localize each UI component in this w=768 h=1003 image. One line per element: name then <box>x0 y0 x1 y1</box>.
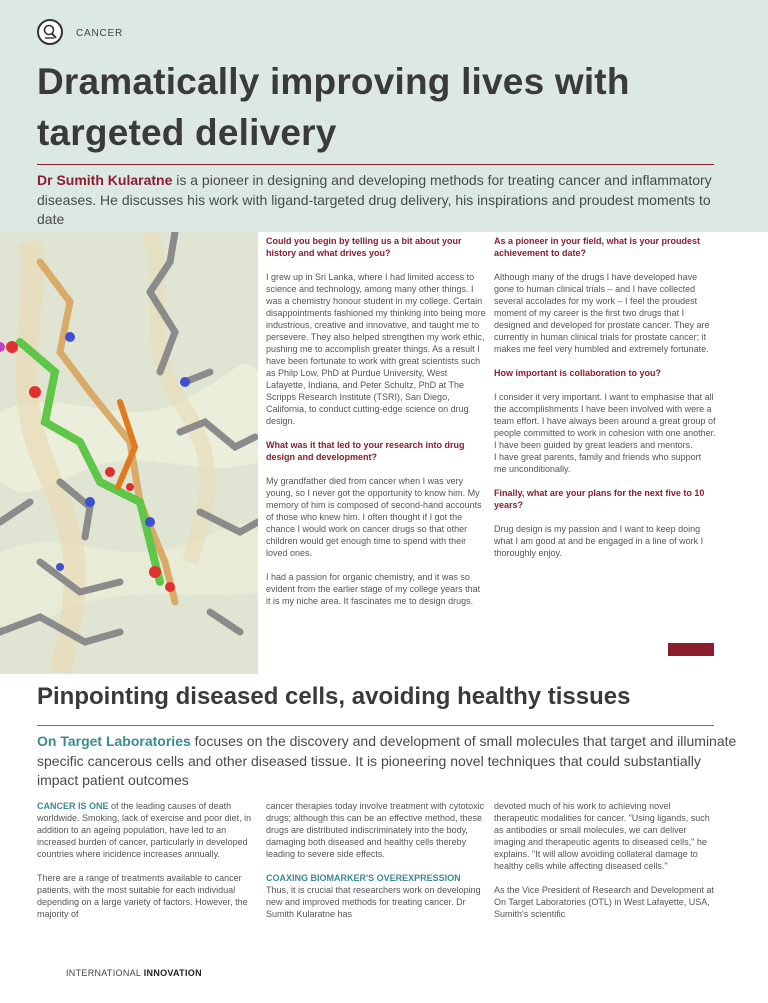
paragraph: Thus, it is crucial that researchers work on developing new and improved methods for treating cancer. Dr Sumith Kularatne has <box>266 885 481 919</box>
body-column-2 <box>266 800 486 920</box>
interview-column-1 <box>266 235 486 607</box>
paragraph: cancer therapies today involve treatment with cytotoxic drugs; although this can be an effective method, these drugs are distributed indiscriminately into the body, damaging both diseased and healthy cells thereby leading to severe side effects. <box>266 801 485 859</box>
feature-standfirst-text: focuses on the discovery and development of small molecules that target and illuminate specific cancerous cells and other diseased tissue. It is pioneering novel techniques that could substantially impact patient outcomes <box>37 733 737 788</box>
answer: My grandfather died from cancer when I was very young, so I never got the opportunity to know him. My memory of him is composed of second-hand accounts of those who knew him. I often thought if I got the chance I would work on cancer drugs so that other children would get enough time to spend with their loved ones. <box>266 476 482 558</box>
question: What was it that led to your research into drug design and development? <box>266 440 465 462</box>
answer: I consider it very important. I want to emphasise that all the accomplishments I have been involved with were a team effort. I have always been around a great group of people committed to work in cohesion with one another. I have been guided by great leaders and mentors. <box>494 392 716 450</box>
lead-in: CANCER IS ONE <box>37 801 109 811</box>
answer: I have great parents, family and friends who support me unconditionally. <box>494 452 702 474</box>
section-label: CANCER <box>76 28 124 39</box>
question: Could you begin by telling us a bit about your history and what drives you? <box>266 236 462 258</box>
divider <box>37 725 714 726</box>
answer: I grew up in Sri Lanka, where I had limited access to science and technology, among many other things. I was a chemistry honour student in my college. Certain disappointments fashioned my thinking into being more industrious, creative and innovative, and taught me to persevere. They also helped strengthen my work ethic, pushing me to accomplish greater things. As a result I have been fortunate to work with great scientists such as Philp Low, PhD at Purdue University, West Lafayette, Indiana, and Peter Schultz, PhD at The Scripps Research Institute (TSRI), San Diego, California, to conduct cutting-edge science on drug design. <box>266 272 486 426</box>
body-column-3 <box>494 800 716 920</box>
feature-title: Pinpointing diseased cells, avoiding healthy tissues <box>37 683 631 710</box>
footer-bold: INNOVATION <box>143 968 202 978</box>
standfirst <box>37 171 727 230</box>
footer-brand <box>66 968 202 978</box>
standfirst-text: is a pioneer in designing and developing methods for treating cancer and inflammatory diseases. He discusses his work with ligand-targeted drug delivery, his inspirations and proudest moments to date <box>37 172 712 227</box>
question: Finally, what are your plans for the next five to 10 years? <box>494 488 705 510</box>
page-title: Dramatically improving lives with targeted delivery <box>37 61 630 153</box>
author-name: Dr Sumith Kularatne <box>37 172 173 188</box>
divider <box>37 164 714 165</box>
interview-column-2 <box>494 235 716 559</box>
feature-standfirst <box>37 732 737 791</box>
question: As a pioneer in your field, what is your proudest achievement to date? <box>494 236 701 258</box>
answer: I had a passion for organic chemistry, and it was so evident from the earlier stage of my college years that it is my niche area. It fascinates me to design drugs. <box>266 572 481 606</box>
subheading: COAXING BIOMARKER'S OVEREXPRESSION <box>266 873 461 883</box>
company-name: On Target Laboratories <box>37 733 191 749</box>
paragraph: As the Vice President of Research and Development at On Target Laboratories (OTL) in West Lafayette, USA, Sumith's scientific <box>494 885 714 919</box>
paragraph: of the leading causes of death worldwide. Smoking, lack of exercise and poor diet, in addition to an ageing population, have led to an increased burden of cancer, particularly in developed countries where incidence increases annually. <box>37 801 252 859</box>
paragraph: devoted much of his work to achieving novel therapeutic modalities for cancer. "Using ligands, such as antibodies or small molecules, we can deliver imaging and therapeutic agents to diseased cells," he explains. "It will allow avoiding collateral damage to healthy cells while affecting diseased cells." <box>494 801 710 871</box>
answer: Although many of the drugs I have developed have gone to human clinical trials – and I have collected several accolades for my work – I feel the proudest moment of my career is the first two drugs that I designed and developed for prostate cancer. They are currently in human clinical trials for prostate cancer; it makes me feel very humbled and extremely fortunate. <box>494 272 710 354</box>
end-marker <box>668 643 714 656</box>
microscope-icon <box>37 19 63 45</box>
question: How important is collaboration to you? <box>494 368 662 378</box>
footer-light: INTERNATIONAL <box>66 968 144 978</box>
paragraph: There are a range of treatments available to cancer patients, with the most suitable for each individual depending on a large variety of factors. However, the majority of <box>37 873 248 919</box>
molecule-illustration <box>0 232 258 674</box>
body-column-1 <box>37 800 254 920</box>
answer: Drug design is my passion and I want to keep doing what I am good at and be engaged in a line of work I thoroughly enjoy. <box>494 524 704 558</box>
